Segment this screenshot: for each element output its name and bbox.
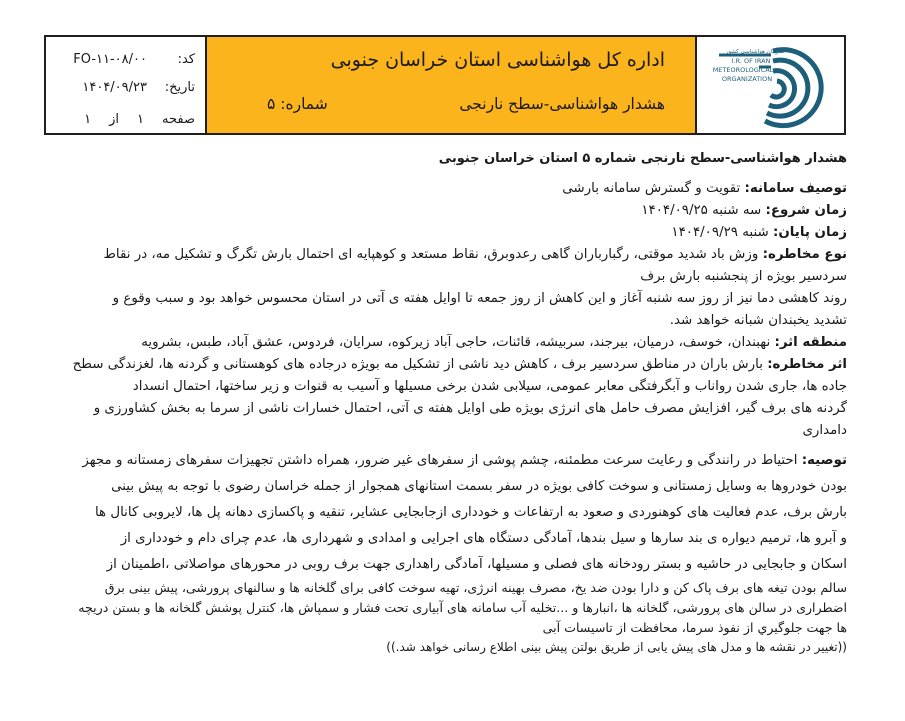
area-value: نهبندان، خوسف، درمیان، بیرجند، سربیشه، قائنات، حاجی آباد زیرکوه، سرایان، فردوس، عشق آباد، طبس، بشرویه (141, 335, 771, 350)
effect-line: دامداری (802, 423, 847, 438)
code-label: کد: (177, 51, 195, 67)
hazard-line: سردسیر بویژه از پنجشنبه بارش برف (640, 269, 847, 284)
code-value: FO-۱۱-۰۸/۰۰ (73, 51, 147, 67)
warning-number: شماره: ۵ (267, 95, 328, 113)
system-row (38, 178, 847, 200)
area-row (38, 332, 847, 354)
page-total: ۱ (84, 111, 92, 127)
page-label: صفحه (162, 111, 195, 127)
end-label: زمان پایان: (772, 225, 847, 240)
hazard-line: تشدید یخبندان شبانه خواهد شد. (669, 313, 847, 328)
hazard-line: وزش باد شدید موقتی، رگبارباران گاهی رعدوبرق، نقاط مستعد و کوهپایه ای احتمال بارش تگرگ و تشکیل مه، در نقاط (103, 247, 759, 262)
advice-line: بارش برف، عدم فعالیت های کوهنوردی و صعود به ارتفاعات و خودداری ازجابجایی عشایر، تنقیه و پاکسازی دهانه پل ها، لایروبی کانال ها (94, 505, 847, 520)
date-row (56, 73, 195, 101)
meteorological-organization-logo-icon (705, 43, 833, 129)
footnote: ((تغییر در نقشه ها و مدل های پیش یابی از طریق بولتن پیش بینی اطلاع رسانی خواهد شد.)) (386, 640, 847, 654)
start-row (38, 200, 847, 222)
effect-row (38, 354, 847, 376)
end-row (38, 222, 847, 244)
system-label: توصیف سامانه: (744, 181, 847, 196)
logo-fa-text: سازمان هواشناسی کشور (725, 49, 785, 55)
page-current: ۱ (137, 111, 145, 127)
advice-line: اضطراری در سالن های پرورشی، گلخانه ها ،انبارها و ...تخلیه آب سامانه های آبیاری تحت فشار و سمپاش ها، کنترل پوشش گلخانه ها و بستن دریچه (78, 600, 847, 615)
start-label: زمان شروع: (765, 203, 847, 218)
hazard-label: نوع مخاطره: (762, 247, 847, 262)
title-box (207, 37, 695, 133)
advice-line: سالم بودن تیغه های برف پاک کن و دارا بودن ضد یخ، مصرف بهینه انرژی، تهیه سوخت کافی برای گلخانه ها و سالنهای پرورشی، پیش بینی برق (104, 580, 847, 595)
effect-line: جاده ها، جاری شدن رواناب و آبگرفتگی معابر عمومی، سیلابی شدن برخی مسیلها و آسیب به قنوات و زیر ساختها، احتمال انسداد (132, 379, 847, 394)
svg-text:ORGANIZATION: ORGANIZATION (721, 75, 773, 83)
advice-label: توصیه: (801, 453, 847, 468)
end-value: شنبه ۱۴۰۴/۰۹/۲۹ (671, 225, 769, 240)
document-header (44, 35, 846, 135)
advice-line: احتیاط در رانندگی و رعایت سرعت مطمئنه، چشم پوشی از سفرهای غیر ضرور، همراه داشتن تجهیزات سفرهای زمستانه و مجهز (82, 453, 798, 468)
date-label: تاریخ: (164, 79, 195, 95)
advice-row (38, 448, 847, 474)
advice-line: اسکان و جابجایی در حاشیه و بستر رودخانه های فصلی و مسیلها، آمادگی راهداری جهت برف روبی در محورهای مواصلاتی ،اطمینان از (106, 557, 847, 572)
svg-text:METEOROLOGICAL: METEOROLOGICAL (712, 66, 774, 74)
warning-body (38, 148, 847, 656)
warning-subtitle: هشدار هواشناسی-سطح نارنجی (459, 95, 665, 113)
advice-line: ها جهت جلوگيري از نفوذ سرما، محافظت از تاسیسات آبی (542, 620, 847, 635)
code-row (56, 45, 195, 73)
logo (695, 37, 844, 133)
warning-heading: هشدار هواشناسی-سطح نارنجی شماره ۵ استان خراسان جنوبی (438, 151, 847, 166)
page-of: از (109, 111, 120, 127)
effect-line: گردنه های برف گیر، افزایش مصرف حامل های انرژی بویژه طی اوایل هفته ی آتی، احتمال خسارات ناشی از سرما به بخش کشاورزی و (93, 401, 847, 416)
start-value: سه شنبه ۱۴۰۴/۰۹/۲۵ (641, 203, 762, 218)
hazard-row (38, 244, 847, 266)
page-row (56, 105, 195, 133)
system-value: تقویت و گسترش سامانه بارشی (562, 181, 741, 196)
advice-line: بودن خودروها به وسایل زمستانی و سوخت کافی بویژه در سفر بسمت استانهای همجوار از جمله خراسان رضوی با توجه به پیش بینی (111, 479, 847, 494)
document-meta (46, 37, 207, 133)
date-value: ۱۴۰۴/۰۹/۲۳ (82, 79, 147, 95)
advice-line: و آبرو ها، ترمیم دیواره ی بند سارها و سیل بندها، آمادگی دستگاه های اجرایی و امدادی و شهرداری ها، عدم چرای دام و خودداری از (120, 531, 847, 546)
office-title: اداره کل هواشناسی استان خراسان جنوبی (330, 49, 665, 71)
area-label: منطقه اثر: (774, 335, 847, 350)
effect-line: بارش باران در مناطق سردسیر برف ، کاهش دید ناشی از تشکیل مه بویژه درجاده های کوهستانی و گردنه ها، لغزندگی سطح (72, 357, 763, 372)
svg-text:I.R. OF IRAN: I.R. OF IRAN (731, 57, 771, 65)
effect-label: اثر مخاطره: (767, 357, 847, 372)
hazard-line: روند کاهشی دما نیز از روز سه شنبه آغاز و این کاهش از روز جمعه تا اوایل هفته ی آتی در استان محسوس خواهد بود و سبب وقوع و (112, 291, 847, 306)
